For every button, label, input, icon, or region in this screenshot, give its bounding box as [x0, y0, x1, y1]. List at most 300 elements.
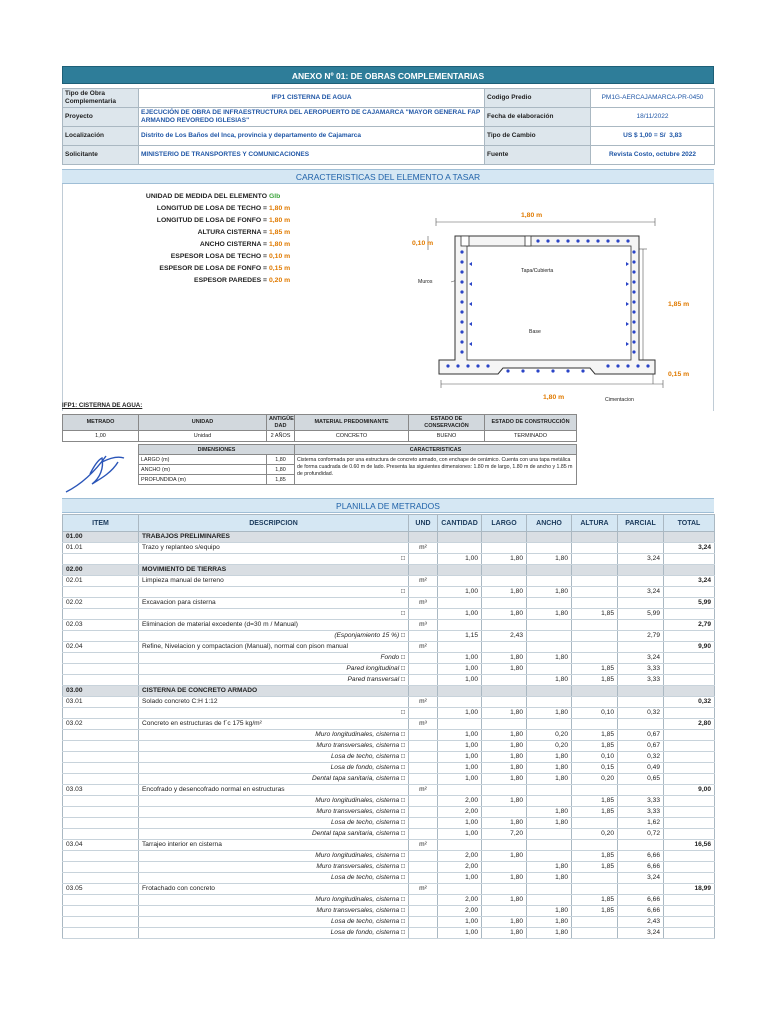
- item-row: [63, 620, 715, 631]
- cell-total: [664, 565, 715, 576]
- cell-largo: [482, 620, 527, 631]
- cell-desc: Encofrado y desencofrado normal en estructuras: [139, 785, 409, 796]
- cell-item: [63, 906, 139, 917]
- item-row: [63, 840, 715, 851]
- cell-ancho: 0,20: [527, 741, 572, 752]
- detail-row: [63, 917, 715, 928]
- cell-ancho: [527, 697, 572, 708]
- prop-value-3: 1,85 m: [269, 229, 291, 236]
- cell-cant: 2,00: [438, 807, 482, 818]
- cell-ancho: [527, 620, 572, 631]
- cell-parcial: 3,24: [618, 928, 664, 939]
- cell-desc: □: [139, 609, 409, 620]
- cell-ancho: 1,80: [527, 554, 572, 565]
- cell-total: [664, 554, 715, 565]
- cell-ancho: [527, 785, 572, 796]
- cell-largo: [482, 719, 527, 730]
- detail-row: [63, 763, 715, 774]
- cambio-label: Tipo de Cambio: [485, 127, 591, 146]
- cell-parcial: 3,33: [618, 807, 664, 818]
- cell-und: [409, 906, 438, 917]
- cell-largo: [482, 697, 527, 708]
- cell-alto: [572, 631, 618, 642]
- cell-parcial: [618, 532, 664, 543]
- cell-parcial: 3,24: [618, 873, 664, 884]
- cell-und: [409, 873, 438, 884]
- cell-alto: [572, 554, 618, 565]
- cell-largo: [482, 576, 527, 587]
- cell-ancho: [527, 895, 572, 906]
- cell-und: [409, 609, 438, 620]
- cell-parcial: [618, 576, 664, 587]
- prop-label-3: ALTURA CISTERNA =: [197, 229, 267, 236]
- cell-alto: 1,85: [572, 675, 618, 686]
- detail-row: [63, 741, 715, 752]
- dim-top: 1,80 m: [521, 212, 543, 219]
- cell-alto: 1,85: [572, 895, 618, 906]
- cell-alto: [572, 840, 618, 851]
- cell-alto: [572, 884, 618, 895]
- cell-largo: [482, 862, 527, 873]
- cell-total: 9,00: [664, 785, 715, 796]
- cell-largo: 1,80: [482, 653, 527, 664]
- item-row: [63, 884, 715, 895]
- cell-parcial: 0,65: [618, 774, 664, 785]
- cell-alto: 1,85: [572, 807, 618, 818]
- cell-alto: [572, 543, 618, 554]
- cell-ancho: 1,80: [527, 763, 572, 774]
- cell-parcial: 3,33: [618, 796, 664, 807]
- detail-row: [63, 851, 715, 862]
- fecha-value: 18/11/2022: [591, 108, 715, 127]
- detail-row: [63, 675, 715, 686]
- col-descripcion: DESCRIPCION: [139, 515, 409, 532]
- col-item: ITEM: [63, 515, 139, 532]
- item-row: [63, 576, 715, 587]
- cell-cant: [438, 840, 482, 851]
- cell-total: 2,79: [664, 620, 715, 631]
- label-muros: Muros: [418, 279, 433, 285]
- detail-row: [63, 554, 715, 565]
- cell-total: [664, 675, 715, 686]
- cell-cant: 1,00: [438, 730, 482, 741]
- header-table: [62, 88, 715, 165]
- cell-alto: 0,10: [572, 708, 618, 719]
- cell-desc: Eliminacion de material excedente (d=30 m / Manual): [139, 620, 409, 631]
- cell-cant: 2,00: [438, 906, 482, 917]
- cell-largo: 1,80: [482, 609, 527, 620]
- group-row: [63, 532, 715, 543]
- cell-alto: 1,85: [572, 906, 618, 917]
- cell-item: [63, 928, 139, 939]
- cell-largo: [482, 565, 527, 576]
- cell-total: [664, 609, 715, 620]
- detail-row: [63, 829, 715, 840]
- prop-value-6: 0,15 m: [269, 265, 291, 272]
- proyecto-label: Proyecto: [63, 108, 139, 127]
- cell-desc: □: [139, 708, 409, 719]
- prop-value-2: 1,80 m: [269, 217, 291, 224]
- cell-parcial: 0,72: [618, 829, 664, 840]
- cell-cant: 2,00: [438, 862, 482, 873]
- cell-total: [664, 763, 715, 774]
- cell-cant: 1,00: [438, 818, 482, 829]
- dim-value-largo: 1,80: [267, 455, 295, 465]
- label-tapa: Tapa/Cubierta: [521, 268, 554, 274]
- cell-alto: [572, 587, 618, 598]
- detail-row: [63, 818, 715, 829]
- cell-ancho: [527, 543, 572, 554]
- cell-item: [63, 763, 139, 774]
- document-title: ANEXO Nº 01: DE OBRAS COMPLEMENTARIAS: [62, 66, 714, 84]
- cell-ancho: [527, 598, 572, 609]
- cell-cant: 1,00: [438, 752, 482, 763]
- cell-cant: 1,00: [438, 708, 482, 719]
- detail-row: [63, 873, 715, 884]
- cell-und: m²: [409, 840, 438, 851]
- cell-alto: 1,85: [572, 730, 618, 741]
- cell-und: [409, 587, 438, 598]
- col-altura: ALTURA: [572, 515, 618, 532]
- cell-total: 9,90: [664, 642, 715, 653]
- cell-und: m³: [409, 620, 438, 631]
- cell-alto: 1,85: [572, 851, 618, 862]
- cell-total: [664, 906, 715, 917]
- cell-parcial: 5,99: [618, 609, 664, 620]
- cell-und: m²: [409, 884, 438, 895]
- detail-row: [63, 730, 715, 741]
- caract-heading: CARACTERISTICAS: [295, 445, 577, 455]
- cell-largo: [482, 642, 527, 653]
- cell-item: 01.00: [63, 532, 139, 543]
- cell-und: [409, 763, 438, 774]
- label-cimentacion: Cimentacion: [605, 397, 634, 403]
- detail-row: [63, 796, 715, 807]
- prop-label-7: ESPESOR PAREDES =: [194, 277, 267, 284]
- cell-ancho: 1,80: [527, 609, 572, 620]
- cell-parcial: 0,49: [618, 763, 664, 774]
- detail-row: [63, 708, 715, 719]
- cell-alto: [572, 620, 618, 631]
- cell-largo: 1,80: [482, 774, 527, 785]
- cell-alto: [572, 686, 618, 697]
- cell-cant: 1,00: [438, 609, 482, 620]
- dim-height: 1,85 m: [668, 301, 690, 308]
- cell-ancho: [527, 796, 572, 807]
- cell-largo: [482, 675, 527, 686]
- cell-cant: [438, 719, 482, 730]
- cell-desc: Excavacion para cisterna: [139, 598, 409, 609]
- cell-und: [409, 554, 438, 565]
- cell-desc: Losa de techo, cisterna □: [139, 752, 409, 763]
- tipo-label: Tipo de Obra Complementaria: [63, 89, 139, 108]
- cell-und: [409, 741, 438, 752]
- cell-desc: Muro transversales, cisterna □: [139, 807, 409, 818]
- cell-alto: [572, 576, 618, 587]
- cell-ancho: 1,80: [527, 862, 572, 873]
- attributes-table: [62, 414, 577, 442]
- cell-desc: Losa de techo, cisterna □: [139, 818, 409, 829]
- group-row: [63, 565, 715, 576]
- dim-value-ancho: 1,80: [267, 465, 295, 475]
- detail-row: [63, 609, 715, 620]
- cell-ancho: 1,80: [527, 818, 572, 829]
- cell-alto: [572, 873, 618, 884]
- cell-cant: 1,00: [438, 675, 482, 686]
- cell-item: [63, 796, 139, 807]
- cell-desc: Losa de fondo, cisterna □: [139, 928, 409, 939]
- col-ancho: ANCHO: [527, 515, 572, 532]
- cell-total: [664, 862, 715, 873]
- cell-ancho: [527, 851, 572, 862]
- cell-parcial: [618, 840, 664, 851]
- cell-desc: TRABAJOS PRELIMINARES: [139, 532, 409, 543]
- cell-und: [409, 928, 438, 939]
- col-largo: LARGO: [482, 515, 527, 532]
- cell-ancho: 1,80: [527, 917, 572, 928]
- att-val-3: CONCRETO: [295, 431, 409, 442]
- item-row: [63, 785, 715, 796]
- detail-row: [63, 928, 715, 939]
- cell-largo: 7,20: [482, 829, 527, 840]
- cell-desc: Muro longitudinales, cisterna □: [139, 796, 409, 807]
- cell-und: [409, 807, 438, 818]
- cell-alto: 0,10: [572, 752, 618, 763]
- cell-largo: 1,80: [482, 664, 527, 675]
- cell-alto: [572, 565, 618, 576]
- cambio-rate: 3,83: [669, 132, 682, 139]
- cell-cant: 1,00: [438, 554, 482, 565]
- cell-desc: Muro transversales, cisterna □: [139, 741, 409, 752]
- cell-largo: [482, 807, 527, 818]
- cell-total: [664, 587, 715, 598]
- cell-item: [63, 917, 139, 928]
- cell-item: [63, 609, 139, 620]
- dimensions-table: [138, 444, 577, 485]
- cell-parcial: 0,67: [618, 730, 664, 741]
- cell-largo: [482, 840, 527, 851]
- cell-und: [409, 895, 438, 906]
- att-col-0: METRADO: [63, 415, 139, 431]
- cambio-text: US $ 1,00 = S/: [623, 132, 666, 139]
- cell-cant: 1,00: [438, 587, 482, 598]
- cell-total: [664, 796, 715, 807]
- dim-value-prof: 1,85: [267, 475, 295, 485]
- cell-item: 02.01: [63, 576, 139, 587]
- cell-ancho: [527, 840, 572, 851]
- cell-cant: [438, 686, 482, 697]
- cell-cant: 2,00: [438, 851, 482, 862]
- cell-desc: Tarrajeo interior en cisterna: [139, 840, 409, 851]
- cell-item: 03.05: [63, 884, 139, 895]
- detail-row: [63, 906, 715, 917]
- cell-ancho: [527, 829, 572, 840]
- cell-parcial: 3,24: [618, 653, 664, 664]
- cell-desc: Pared longitudinal □: [139, 664, 409, 675]
- cell-total: [664, 928, 715, 939]
- cell-alto: [572, 785, 618, 796]
- detail-row: [63, 631, 715, 642]
- cell-cant: [438, 598, 482, 609]
- cell-desc: Muro longitudinales, cisterna □: [139, 851, 409, 862]
- cell-item: [63, 708, 139, 719]
- cell-und: [409, 708, 438, 719]
- cell-item: [63, 675, 139, 686]
- cell-alto: [572, 697, 618, 708]
- detail-row: [63, 807, 715, 818]
- cambio-value: [591, 127, 715, 146]
- item-row: [63, 543, 715, 554]
- cell-und: [409, 774, 438, 785]
- cell-desc: (Esponjamiento 15 %) □: [139, 631, 409, 642]
- cell-parcial: 0,67: [618, 741, 664, 752]
- cell-parcial: 3,24: [618, 554, 664, 565]
- cell-total: 3,24: [664, 576, 715, 587]
- cell-total: [664, 873, 715, 884]
- cell-cant: 1,00: [438, 741, 482, 752]
- dims-heading: DIMENSIONES: [139, 445, 295, 455]
- tipo-value: IFP1 CISTERNA DE AGUA: [139, 89, 485, 108]
- cell-ancho: 0,20: [527, 730, 572, 741]
- cell-item: 03.02: [63, 719, 139, 730]
- cell-parcial: 2,43: [618, 917, 664, 928]
- cell-alto: [572, 642, 618, 653]
- cell-total: [664, 818, 715, 829]
- cell-total: [664, 895, 715, 906]
- cell-ancho: 1,80: [527, 708, 572, 719]
- cell-largo: 1,80: [482, 741, 527, 752]
- cell-alto: 1,85: [572, 796, 618, 807]
- cell-cant: 1,00: [438, 664, 482, 675]
- cell-largo: [482, 686, 527, 697]
- cell-und: [409, 653, 438, 664]
- item-row: [63, 697, 715, 708]
- cell-total: 5,99: [664, 598, 715, 609]
- codigo-value: PM1G-AERCAJAMARCA-PR-0450: [591, 89, 715, 108]
- cell-cant: [438, 642, 482, 653]
- cell-und: [409, 851, 438, 862]
- cell-total: 0,32: [664, 697, 715, 708]
- cell-total: [664, 730, 715, 741]
- cell-parcial: [618, 719, 664, 730]
- cell-alto: 0,15: [572, 763, 618, 774]
- cell-total: [664, 807, 715, 818]
- cell-und: m²: [409, 576, 438, 587]
- cell-item: 03.03: [63, 785, 139, 796]
- cell-und: [409, 565, 438, 576]
- cell-desc: Concreto en estructuras de f´c 175 kg/m²: [139, 719, 409, 730]
- prop-value-1: 1,80 m: [269, 205, 291, 212]
- detail-row: [63, 774, 715, 785]
- prop-value-4: 1,80 m: [269, 241, 291, 248]
- metrados-title: PLANILLA DE METRADOS: [62, 498, 714, 513]
- cell-total: 16,56: [664, 840, 715, 851]
- cell-item: [63, 631, 139, 642]
- prop-value-0: Glb: [269, 193, 281, 200]
- cell-total: [664, 686, 715, 697]
- cell-cant: 1,00: [438, 653, 482, 664]
- cell-ancho: 1,80: [527, 873, 572, 884]
- cell-cant: [438, 532, 482, 543]
- cell-desc: Muro transversales, cisterna □: [139, 862, 409, 873]
- cell-parcial: [618, 620, 664, 631]
- cell-item: 02.04: [63, 642, 139, 653]
- solicitante-value: MINISTERIO DE TRANSPORTES Y COMUNICACIONES: [139, 146, 485, 165]
- cell-largo: [482, 598, 527, 609]
- cell-largo: 2,43: [482, 631, 527, 642]
- cell-ancho: [527, 532, 572, 543]
- cell-cant: [438, 565, 482, 576]
- cell-parcial: 1,62: [618, 818, 664, 829]
- cell-largo: 1,80: [482, 708, 527, 719]
- label-base: Base: [529, 329, 541, 335]
- cell-item: 02.03: [63, 620, 139, 631]
- cell-cant: 1,15: [438, 631, 482, 642]
- dim-slab: 0,10 m: [412, 240, 434, 247]
- cell-desc: Losa de techo, cisterna □: [139, 917, 409, 928]
- cell-parcial: 6,66: [618, 906, 664, 917]
- cell-desc: □: [139, 587, 409, 598]
- cell-und: [409, 675, 438, 686]
- detail-row: [63, 653, 715, 664]
- item-row: [63, 598, 715, 609]
- cell-total: [664, 851, 715, 862]
- cell-total: [664, 631, 715, 642]
- cell-desc: Fondo □: [139, 653, 409, 664]
- cell-total: [664, 752, 715, 763]
- att-col-5: ESTADO DE CONSTRUCCIÓN: [485, 415, 577, 431]
- cell-total: [664, 664, 715, 675]
- cell-parcial: 6,66: [618, 862, 664, 873]
- cell-und: m³: [409, 598, 438, 609]
- att-col-4: ESTADO DE CONSERVACIÓN: [409, 415, 485, 431]
- cell-item: [63, 851, 139, 862]
- att-val-1: Unidad: [139, 431, 267, 442]
- fuente-label: Fuente: [485, 146, 591, 165]
- cell-alto: [572, 719, 618, 730]
- cell-cant: 1,00: [438, 774, 482, 785]
- cell-und: [409, 730, 438, 741]
- cell-item: 02.02: [63, 598, 139, 609]
- cell-item: [63, 752, 139, 763]
- cell-cant: 1,00: [438, 928, 482, 939]
- cell-ancho: [527, 631, 572, 642]
- cell-ancho: 1,80: [527, 928, 572, 939]
- cell-desc: Dental tapa sanitaria, cisterna □: [139, 829, 409, 840]
- cell-item: [63, 730, 139, 741]
- cell-cant: [438, 697, 482, 708]
- cell-largo: 1,80: [482, 752, 527, 763]
- cell-ancho: [527, 719, 572, 730]
- cell-ancho: [527, 576, 572, 587]
- cistern-drawing: [63, 184, 715, 411]
- cell-ancho: 1,80: [527, 774, 572, 785]
- att-col-1: UNIDAD: [139, 415, 267, 431]
- cell-parcial: 3,33: [618, 675, 664, 686]
- att-val-4: BUENO: [409, 431, 485, 442]
- fuente-value: Revista Costo, octubre 2022: [591, 146, 715, 165]
- cell-desc: Muro longitudinales, cisterna □: [139, 730, 409, 741]
- cell-total: [664, 653, 715, 664]
- dim-label-largo: LARGO (m): [139, 455, 267, 465]
- cell-desc: Dental tapa sanitaria, cisterna □: [139, 774, 409, 785]
- cell-parcial: [618, 598, 664, 609]
- dim-label-ancho: ANCHO (m): [139, 465, 267, 475]
- cell-desc: Pared transversal □: [139, 675, 409, 686]
- cell-desc: Losa de fondo, cisterna □: [139, 763, 409, 774]
- cell-alto: [572, 598, 618, 609]
- cell-item: [63, 895, 139, 906]
